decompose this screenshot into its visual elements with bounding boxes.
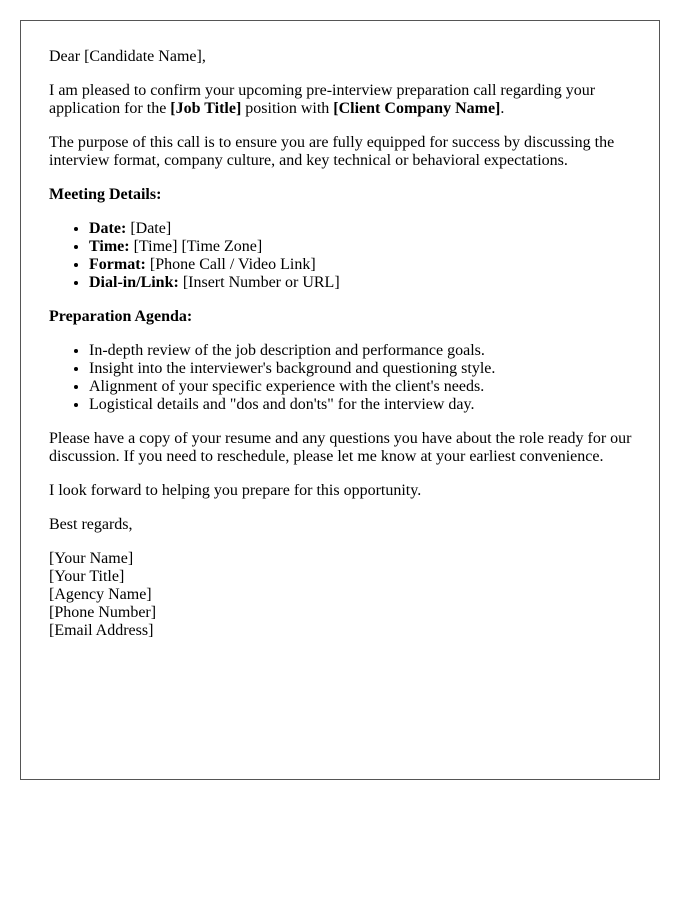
signature-block [49,550,649,640]
closing-paragraph: I look forward to helping you prepare for this opportunity. [49,482,422,499]
signature-agency: [Agency Name] [49,586,152,603]
agenda-item: • Alignment of your specific experience with the client's needs. [89,378,649,396]
signature-title: [Your Title] [49,568,125,585]
meeting-detail-link [89,274,649,292]
signature-name: [Your Name] [49,550,134,567]
purpose-paragraph: The purpose of this call is to ensure you are fully equipped for success by discussing the interview format, company culture, and key technical or behavioral expectations. [49,134,615,169]
company-placeholder: [Client Company Name] [333,100,501,117]
intro-text-end: . [500,100,505,117]
intro-text-start: I am pleased to confirm your upcoming pre-interview preparation call regarding your application for the [49,82,596,117]
salutation: Dear [Candidate Name], [49,48,206,65]
letter-body [49,48,649,640]
detail-label: Dial-in/Link: [89,274,179,291]
meeting-details-list [49,220,649,292]
agenda-item: • Insight into the interviewer's background and questioning style. [89,360,649,378]
signature-email: [Email Address] [49,622,154,639]
detail-value: [Phone Call / Video Link] [145,256,316,273]
meeting-detail-time [89,238,649,256]
meeting-details-heading: Meeting Details: [49,186,162,203]
agenda-heading: Preparation Agenda: [49,308,193,325]
detail-value: [Insert Number or URL] [178,274,340,291]
detail-value: [Time] [Time Zone] [129,238,263,255]
detail-label: Date: [89,220,127,237]
detail-label: Time: [89,238,130,255]
job-title-placeholder: [Job Title] [170,100,242,117]
sign-off: Best regards, [49,516,133,533]
meeting-detail-date [89,220,649,238]
agenda-item: • In-depth review of the job description and performance goals. [89,342,649,360]
meeting-detail-format [89,256,649,274]
intro-paragraph [49,82,649,118]
signature-phone: [Phone Number] [49,604,157,621]
detail-value: [Date] [126,220,172,237]
agenda-item: • Logistical details and "dos and don'ts" for the interview day. [89,396,649,414]
resume-note-paragraph: Please have a copy of your resume and any questions you have about the role ready for our discussion. If you need to reschedule, please let me know at your earliest convenience. [49,430,632,465]
agenda-list [49,342,649,414]
intro-text-middle: position with [241,100,334,117]
detail-label: Format: [89,256,146,273]
